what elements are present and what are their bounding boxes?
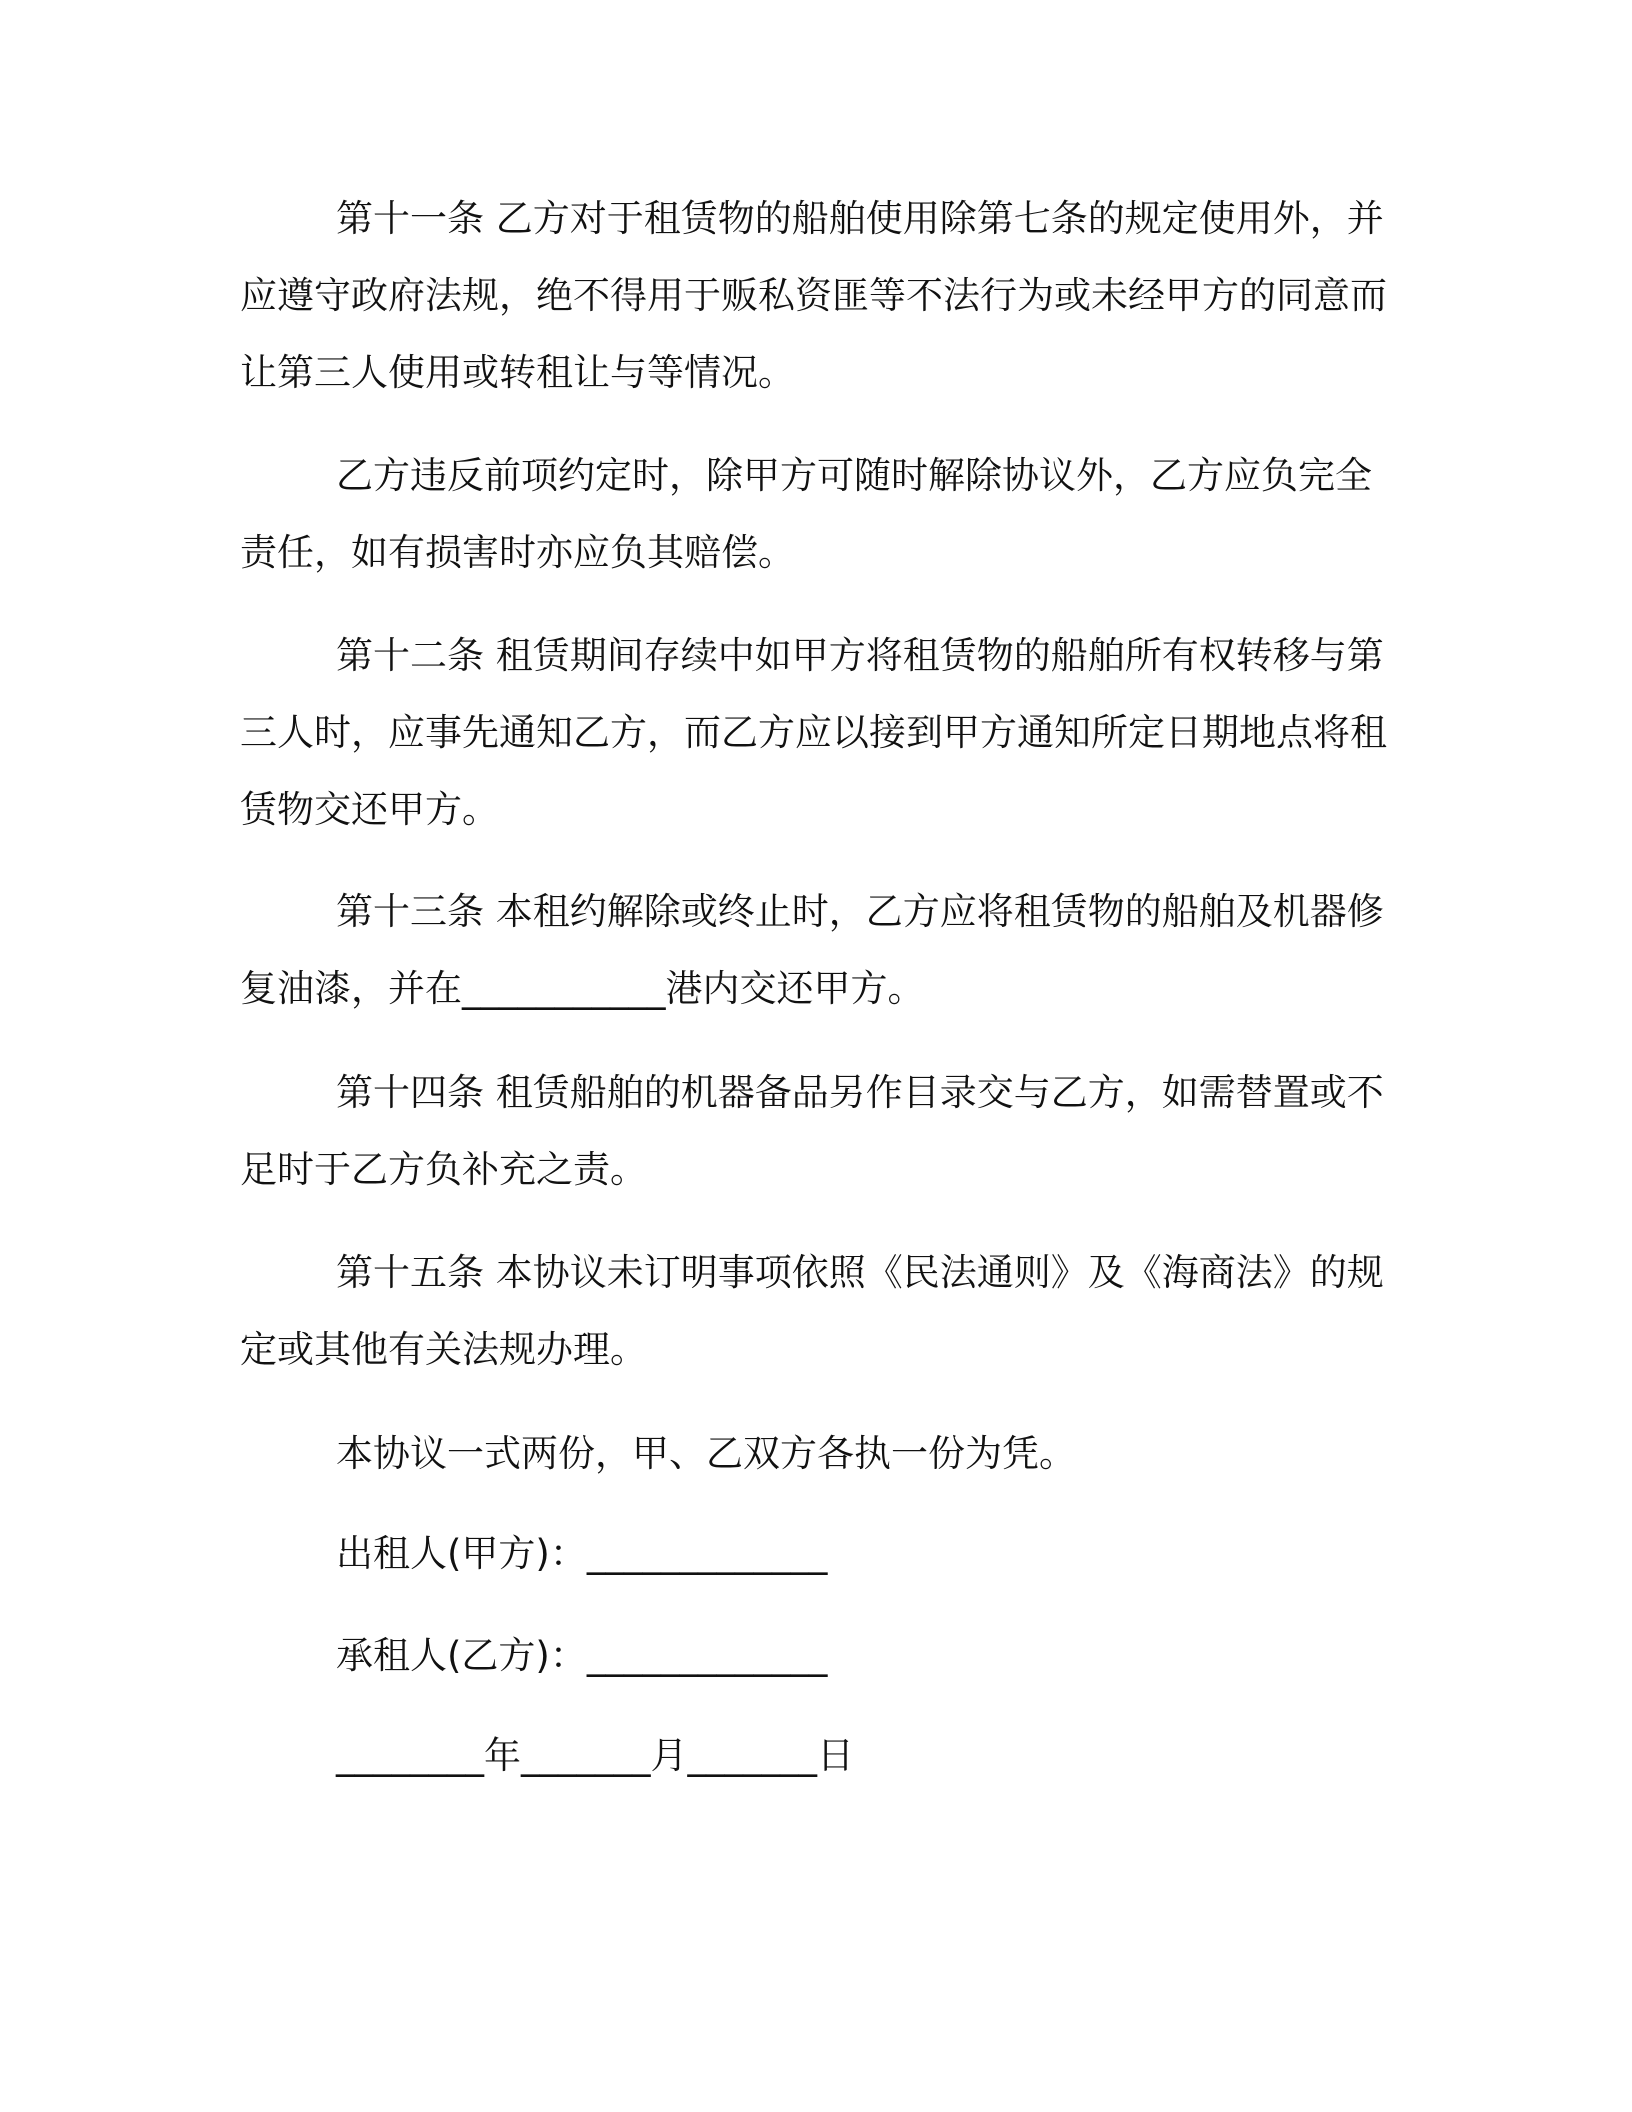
- article-11-breach-paragraph: 乙方违反前项约定时，除甲方可随时解除协议外，乙方应负完全责任，如有损害时亦应负其赔偿。: [240, 454, 1372, 574]
- lessee-signature-line: 承租人(乙方)：_____________: [336, 1634, 828, 1677]
- article-14-paragraph: 第十四条 租赁船舶的机器备品另作目录交与乙方，如需替置或不足时于乙方负补充之责。: [240, 1071, 1384, 1191]
- article-11-paragraph: 第十一条 乙方对于租赁物的船舶使用除第七条的规定使用外，并应遵守政府法规，绝不得用于贩私资匪等不法行为或未经甲方的同意而让第三人使用或转租让与等情况。: [240, 197, 1387, 394]
- copies-paragraph: 本协议一式两份，甲、乙双方各执一份为凭。: [336, 1432, 1076, 1475]
- article-13-paragraph: 第十三条 本租约解除或终止时，乙方应将租赁物的船舶及机器修复油漆，并在___________港内交还甲方。: [240, 890, 1384, 1010]
- article-12-paragraph: 第十二条 租赁期间存续中如甲方将租赁物的船舶所有权转移与第三人时，应事先通知乙方，而乙方应以接到甲方通知所定日期地点将租赁物交还甲方。: [240, 634, 1387, 831]
- date-line: ________年_______月_______日: [336, 1734, 854, 1777]
- lessor-signature-line: 出租人(甲方)：_____________: [336, 1532, 828, 1575]
- article-15-paragraph: 第十五条 本协议未订明事项依照《民法通则》及《海商法》的规定或其他有关法规办理。: [240, 1251, 1384, 1371]
